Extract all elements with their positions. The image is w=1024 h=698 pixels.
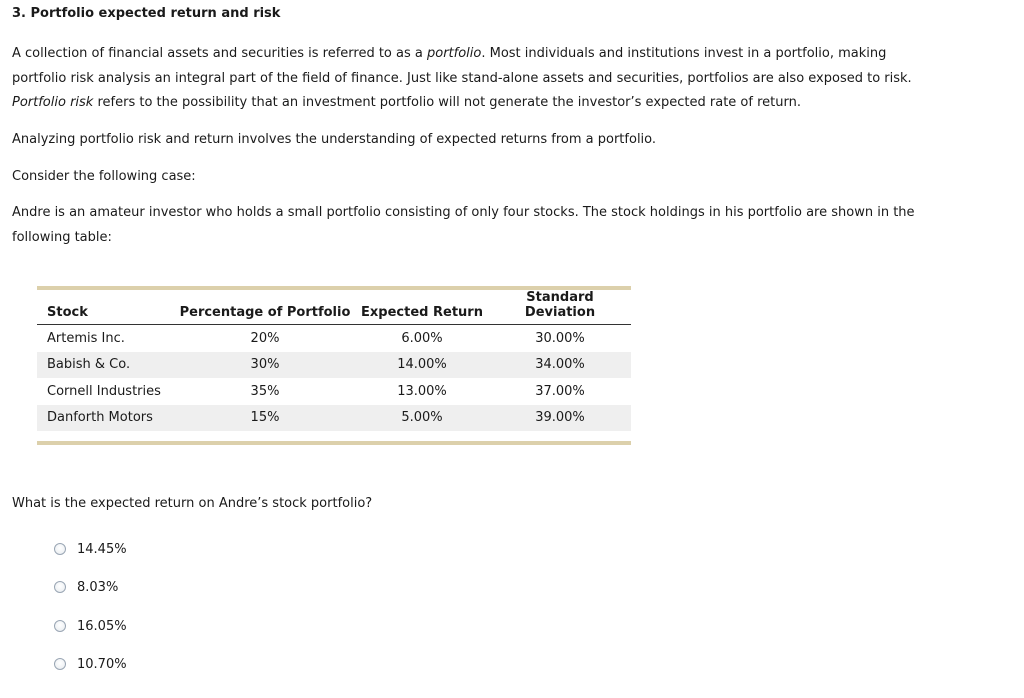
- intro-text-2: . Most individuals and institutions invest in a portfolio, making portfolio risk analysis an integral part of the field of finance. Just like stand-alone assets and securities, portfolios are also exposed to risk.: [12, 46, 912, 86]
- table-row: [37, 325, 631, 352]
- cell-standard-deviation: 39.00%: [489, 405, 631, 432]
- table-bottom-rule: [37, 441, 631, 445]
- table-row: [37, 405, 631, 432]
- radio-button[interactable]: [54, 581, 66, 593]
- header-standard-deviation: Standard Deviation: [489, 290, 631, 325]
- cell-expected-return: 14.00%: [355, 352, 489, 379]
- answer-option-label: 14.45%: [77, 541, 127, 557]
- cell-stock: Artemis Inc.: [47, 330, 125, 346]
- table-row: [37, 352, 631, 379]
- cell-standard-deviation: 37.00%: [535, 383, 585, 399]
- answer-option-label: 16.05%: [77, 618, 127, 634]
- radio-button[interactable]: [54, 658, 66, 670]
- intro-paragraph: [12, 42, 942, 116]
- intro-term-portfolio: portfolio: [426, 46, 482, 61]
- table-row: [37, 378, 631, 405]
- header-percentage: Percentage of Portfolio: [175, 290, 355, 325]
- cell-stock: Cornell Industries: [47, 383, 161, 399]
- cell-percentage: 20%: [250, 330, 280, 346]
- table-header-row: [37, 290, 631, 325]
- holdings-table: [37, 286, 631, 445]
- radio-button[interactable]: [54, 620, 66, 632]
- case-paragraph: Andre is an amateur investor who holds a small portfolio consisting of only four stocks. The stock holdings in his portfolio are shown in the following table:: [12, 205, 915, 245]
- answer-option[interactable]: [54, 579, 118, 595]
- answer-option[interactable]: [54, 541, 127, 557]
- radio-button[interactable]: [54, 543, 66, 555]
- answer-option-label: 10.70%: [77, 656, 127, 672]
- cell-expected-return: 13.00%: [397, 383, 447, 399]
- answer-option[interactable]: [54, 656, 127, 672]
- intro-text-3: refers to the possibility that an investment portfolio will not generate the investor’s expected rate of return.: [93, 95, 801, 110]
- case-intro: Consider the following case:: [12, 169, 196, 184]
- cell-stock: Danforth Motors: [37, 405, 175, 432]
- cell-percentage: 35%: [250, 383, 280, 399]
- question-text: What is the expected return on Andre’s stock portfolio?: [12, 496, 373, 511]
- header-stock: Stock: [37, 290, 175, 325]
- cell-percentage: 15%: [175, 405, 355, 432]
- cell-standard-deviation: 30.00%: [535, 330, 585, 346]
- intro-term-portfolio-risk: Portfolio risk: [12, 95, 94, 110]
- intro-text-1: A collection of financial assets and securities is referred to as a: [12, 46, 427, 61]
- cell-expected-return: 5.00%: [355, 405, 489, 432]
- cell-stock: Babish & Co.: [37, 352, 175, 379]
- cell-expected-return: 6.00%: [401, 330, 443, 346]
- cell-percentage: 30%: [175, 352, 355, 379]
- cell-standard-deviation: 34.00%: [489, 352, 631, 379]
- answer-option[interactable]: [54, 618, 127, 634]
- section-title: 3. Portfolio expected return and risk: [12, 6, 281, 21]
- answer-option-label: 8.03%: [77, 579, 119, 595]
- analysis-paragraph: Analyzing portfolio risk and return involves the understanding of expected returns from a portfolio.: [12, 132, 657, 147]
- header-expected-return: Expected Return: [355, 290, 489, 325]
